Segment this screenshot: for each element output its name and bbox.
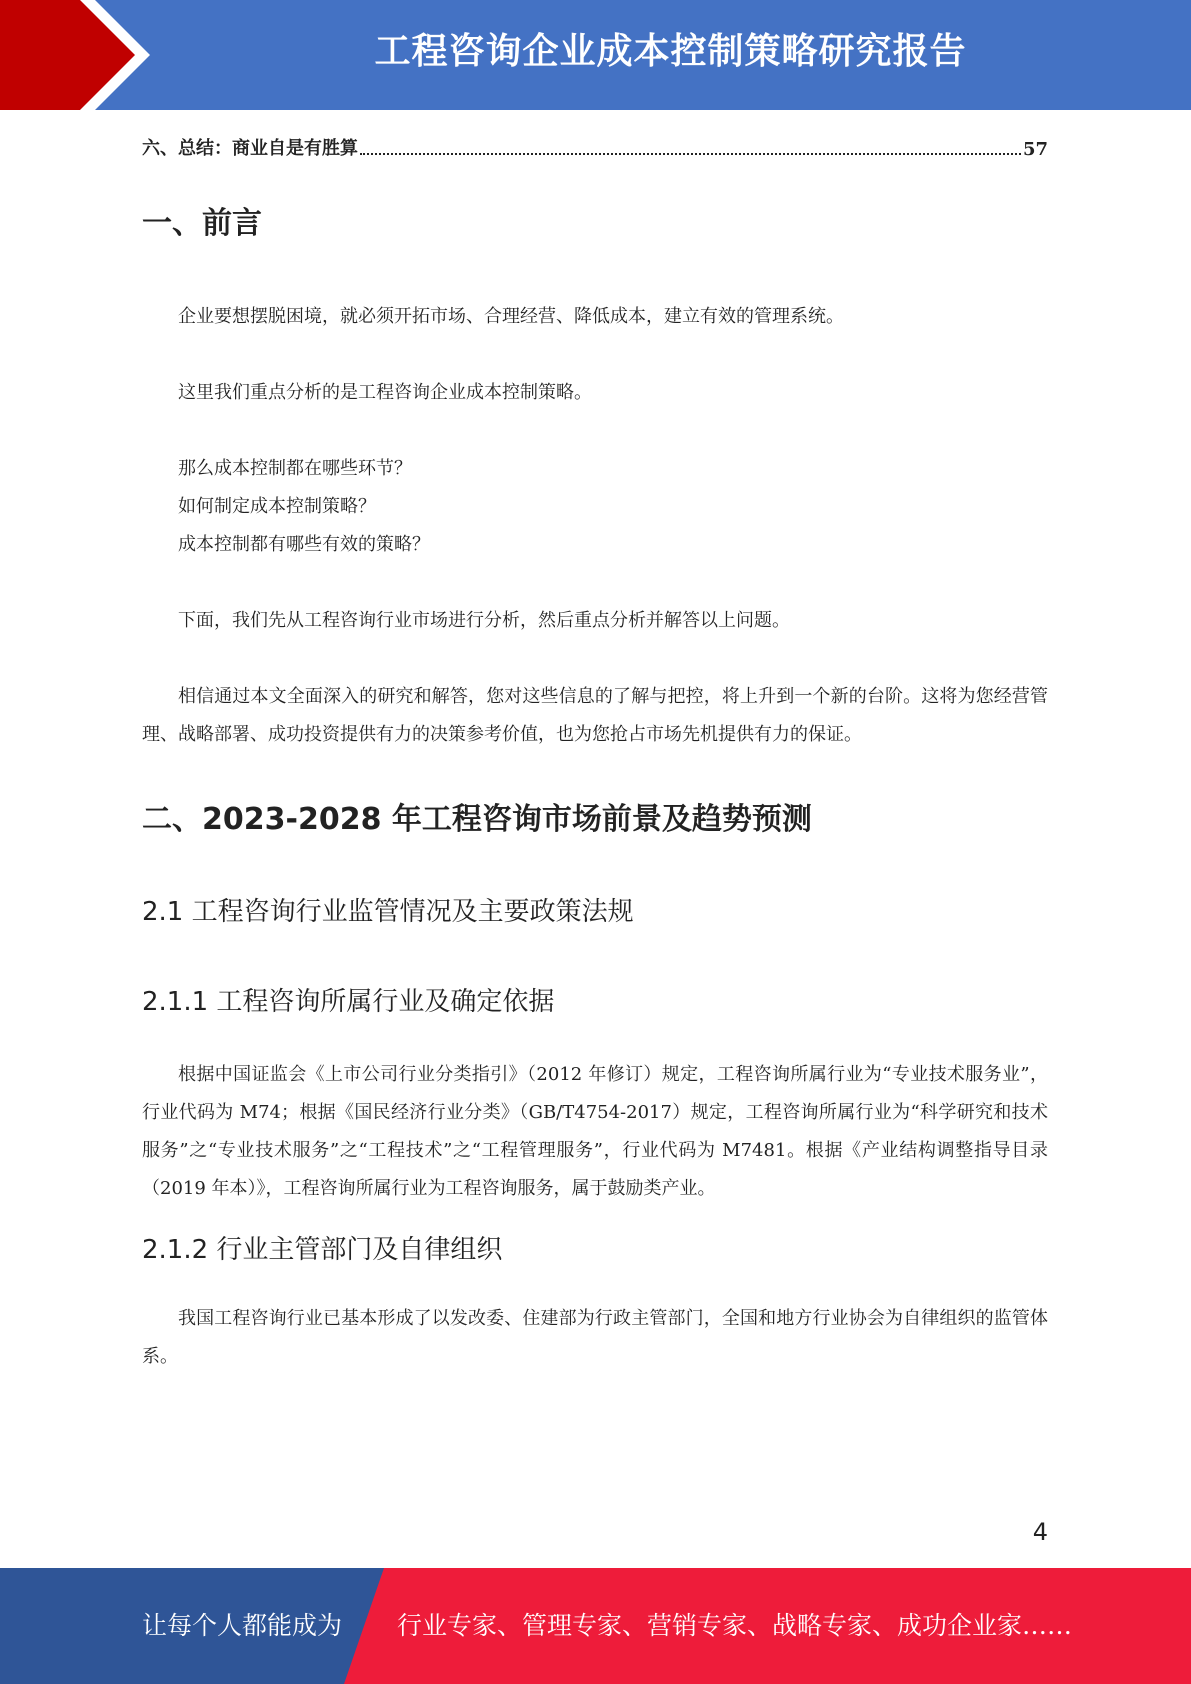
page-content (142, 190, 1048, 1376)
page-number: 4 (1032, 1518, 1048, 1546)
red-chevron-shape (0, 0, 135, 110)
page-header (0, 0, 1191, 110)
toc-entry[interactable] (142, 128, 1048, 160)
subsection-heading: 2.1 工程咨询行业监管情况及主要政策法规 (142, 897, 634, 927)
subsection-heading: 2.1.2 行业主管部门及自律组织 (142, 1235, 503, 1265)
footer-slogan-right: 行业专家、管理专家、营销专家、战略专家、成功企业家…… (397, 1611, 1073, 1640)
paragraph: 我国工程咨询行业已基本形成了以发改委、住建部为行政主管部门，全国和地方行业协会为自律组织的监管体系。 (142, 1308, 1048, 1367)
toc-entry-label: 六、总结：商业自是有胜算 (142, 138, 358, 159)
question-line: 如何制定成本控制策略？ (178, 496, 376, 517)
document-title: 工程咨询企业成本控制策略研究报告 (374, 31, 967, 72)
section-heading-2: 二、2023-2028 年工程咨询市场前景及趋势预测 (142, 802, 812, 837)
page-footer (0, 1568, 1191, 1684)
question-line: 那么成本控制都在哪些环节？ (178, 458, 412, 479)
section-heading-1: 一、前言 (142, 206, 262, 241)
paragraph: 下面，我们先从工程咨询行业市场进行分析，然后重点分析并解答以上问题。 (178, 610, 790, 631)
paragraph: 这里我们重点分析的是工程咨询企业成本控制策略。 (178, 382, 592, 403)
paragraph: 企业要想摆脱困境，就必须开拓市场、合理经营、降低成本，建立有效的管理系统。 (178, 306, 844, 327)
toc-leader-dots (360, 153, 1021, 155)
paragraph: 根据中国证监会《上市公司行业分类指引》（2012 年修订）规定，工程咨询所属行业为“专业技术服务业”，行业代码为 M74；根据《国民经济行业分类》（GB/T4754-2017）规定，工程咨询所属行业为“科学研究和技术服务”之“专业技术服务”之“工程技术”之“工程管理服务”，行业代码为 M7481。根据《产业结构调整指导目录（2019 年本）》，工程咨询所属行业为工程咨询服务，属于鼓励类产业。 (142, 1064, 1048, 1199)
toc-entry-page: 57 (1022, 139, 1048, 160)
subsection-heading: 2.1.1 工程咨询所属行业及确定依据 (142, 987, 555, 1017)
footer-slogan-left: 让每个人都能成为 (142, 1611, 343, 1640)
question-line: 成本控制都有哪些有效的策略？ (178, 534, 430, 555)
header-chevron-icon (0, 0, 150, 110)
paragraph: 相信通过本文全面深入的研究和解答，您对这些信息的了解与把控，将上升到一个新的台阶。这将为您经营管理、战略部署、成功投资提供有力的决策参考价值，也为您抢占市场先机提供有力的保证。 (142, 686, 1048, 745)
